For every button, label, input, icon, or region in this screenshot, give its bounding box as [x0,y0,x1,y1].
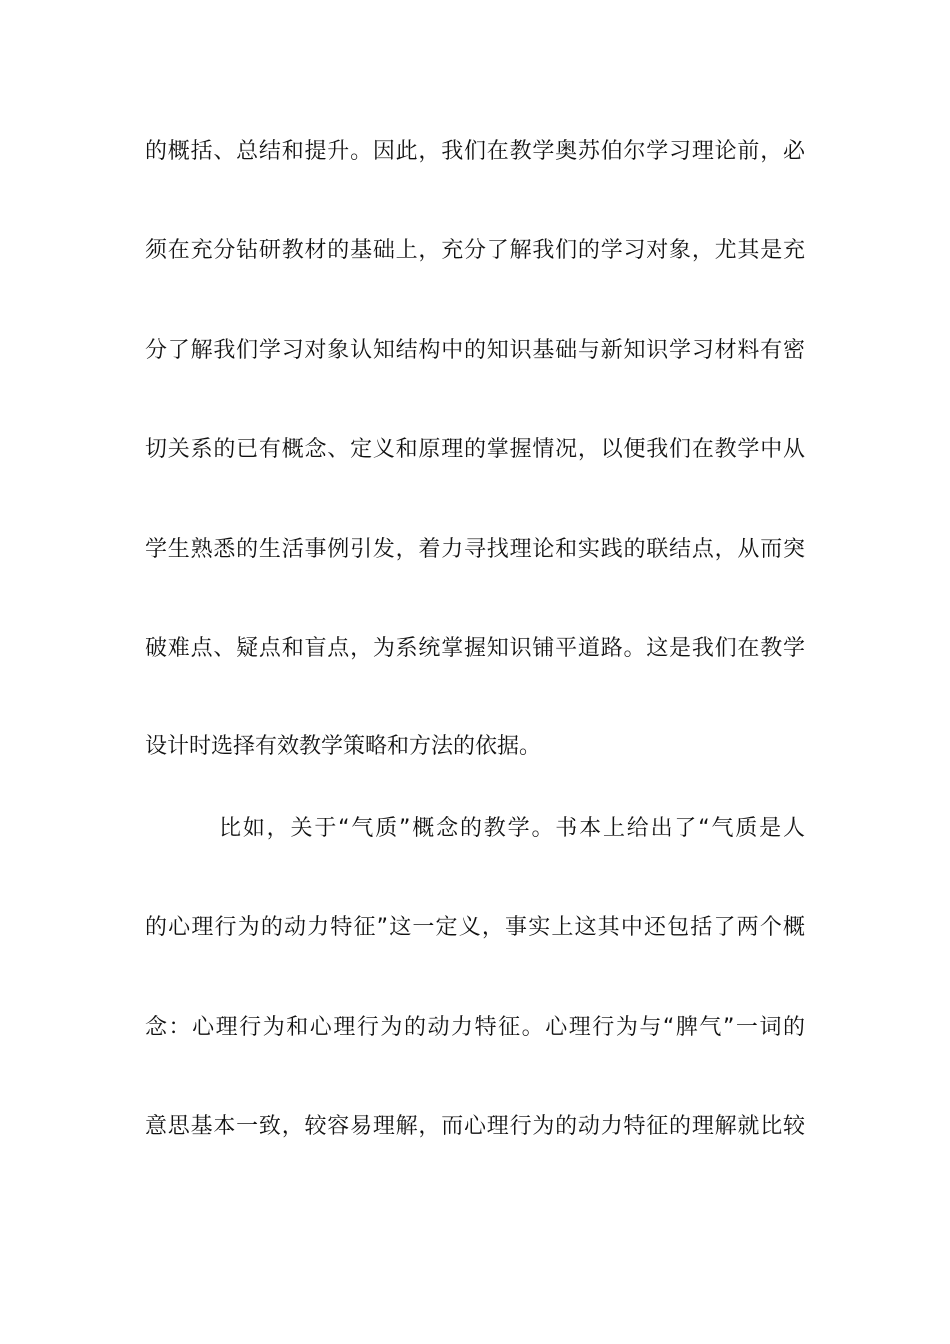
text-line-6: 破难点、疑点和盲点，为系统掌握知识铺平道路。这是我们在教学 [145,636,805,661]
text-line-9: 的心理行为的动力特征”这一定义，事实上这其中还包括了两个概 [145,915,805,940]
paragraph-first-line: 比如，关于“气质”概念的教学。书本上给出了“气质是人 [219,816,805,841]
text-line-3: 分了解我们学习对象认知结构中的知识基础与新知识学习材料有密 [145,338,805,363]
text-line-5: 学生熟悉的生活事例引发，着力寻找理论和实践的联结点，从而突 [145,537,805,562]
text-line-11: 意思基本一致，较容易理解，而心理行为的动力特征的理解就比较 [145,1114,805,1139]
text-line-2: 须在充分钻研教材的基础上，充分了解我们的学习对象，尤其是充 [145,238,805,263]
text-line-4: 切关系的已有概念、定义和原理的掌握情况，以便我们在教学中从 [145,437,805,462]
text-line-1: 的概括、总结和提升。因此，我们在教学奥苏伯尔学习理论前，必 [145,139,805,164]
text-line-10: 念：心理行为和心理行为的动力特征。心理行为与“脾气”一词的 [145,1015,805,1040]
text-line-7: 设计时选择有效教学策略和方法的依据。 [145,734,542,759]
